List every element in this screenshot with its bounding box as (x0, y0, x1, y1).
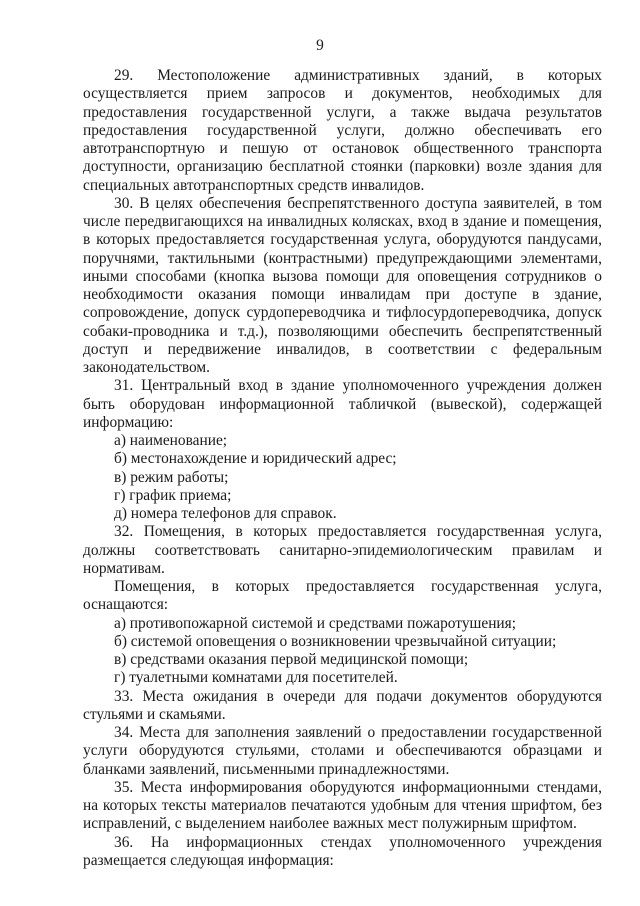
list-item: в) режим работы; (114, 468, 229, 486)
list-item: г) туалетными комнатами для посетителей. (114, 669, 398, 687)
list-item: б) системой оповещения о возникновении чрезвычайной ситуации; (114, 632, 557, 650)
list-item: д) номера телефонов для справок. (114, 505, 337, 522)
list-item: а) противопожарной системой и средствами пожаротушения; (114, 614, 517, 632)
list-item: в) средствами оказания первой медицинской помощи; (114, 651, 469, 668)
paragraph-36: 36. На информационных стендах уполномоченного учреждения размещается следующая информация: (83, 833, 602, 869)
paragraph-29: 29. Местоположение административных зданий, в которых осуществляется прием запросов и документов, необходимых для предоставления государственной услуги, а также выдача результатов предоставления государственной услуги, должно обеспечивать его автотранспортную и пешую от остановок общественного транспорта доступности, организацию бесплатной стоянки (парковки) возле здания для специальных автотранспортных средств инвалидов. (83, 67, 602, 194)
paragraph-30: 30. В целях обеспечения беспрепятственного доступа заявителей, в том числе передвигающихся на инвалидных колясках, вход в здание и помещения, в которых предоставляется государственная услуга, оборудуются пандусами, поручнями, тактильными (контрастными) предупреждающими элементами, иными способами (кнопка вызова помощи для оповещения сотрудников о необходимости оказания помощи инвалидам при доступе в здание, сопровождение, допуск сурдопереводчика и тифлосурдопереводчика, допуск собаки-проводника и т.д.), позволяющими обеспечить беспрепятственный доступ и передвижение инвалидов, в соответствии с федеральным законодательством. (83, 194, 602, 376)
paragraph-34: 34. Места для заполнения заявлений о предоставлении государственной услуги оборудуются стульями, столами и обеспечиваются образцами и бланками заявлений, письменными принадлежностями. (83, 724, 602, 778)
document-body (83, 67, 602, 870)
paragraph-32: 32. Помещения, в которых предоставляется государственная услуга, должны соответствовать санитарно-эпидемиологическим правилам и нормативам. (83, 523, 602, 577)
paragraph-32-equipment: Помещения, в которых предоставляется государственная услуга, оснащаются: (83, 578, 602, 614)
list-item: а) наименование; (114, 432, 228, 449)
paragraph-31: 31. Центральный вход в здание уполномоченного учреждения должен быть оборудован информационной табличкой (вывеской), содержащей информацию: (83, 377, 602, 431)
list-item: б) местонахождение и юридический адрес; (114, 450, 397, 468)
paragraph-33: 33. Места ожидания в очереди для подачи документов оборудуются стульями и скамьями. (83, 687, 602, 723)
paragraph-35: 35. Места информирования оборудуются информационными стендами, на которых тексты материалов печатаются удобным для чтения шрифтом, без исправлений, с выделением наиболее важных мест полужирным шрифтом. (83, 778, 602, 833)
list-item: г) график приема; (114, 486, 232, 504)
page-number: 9 (316, 37, 324, 54)
